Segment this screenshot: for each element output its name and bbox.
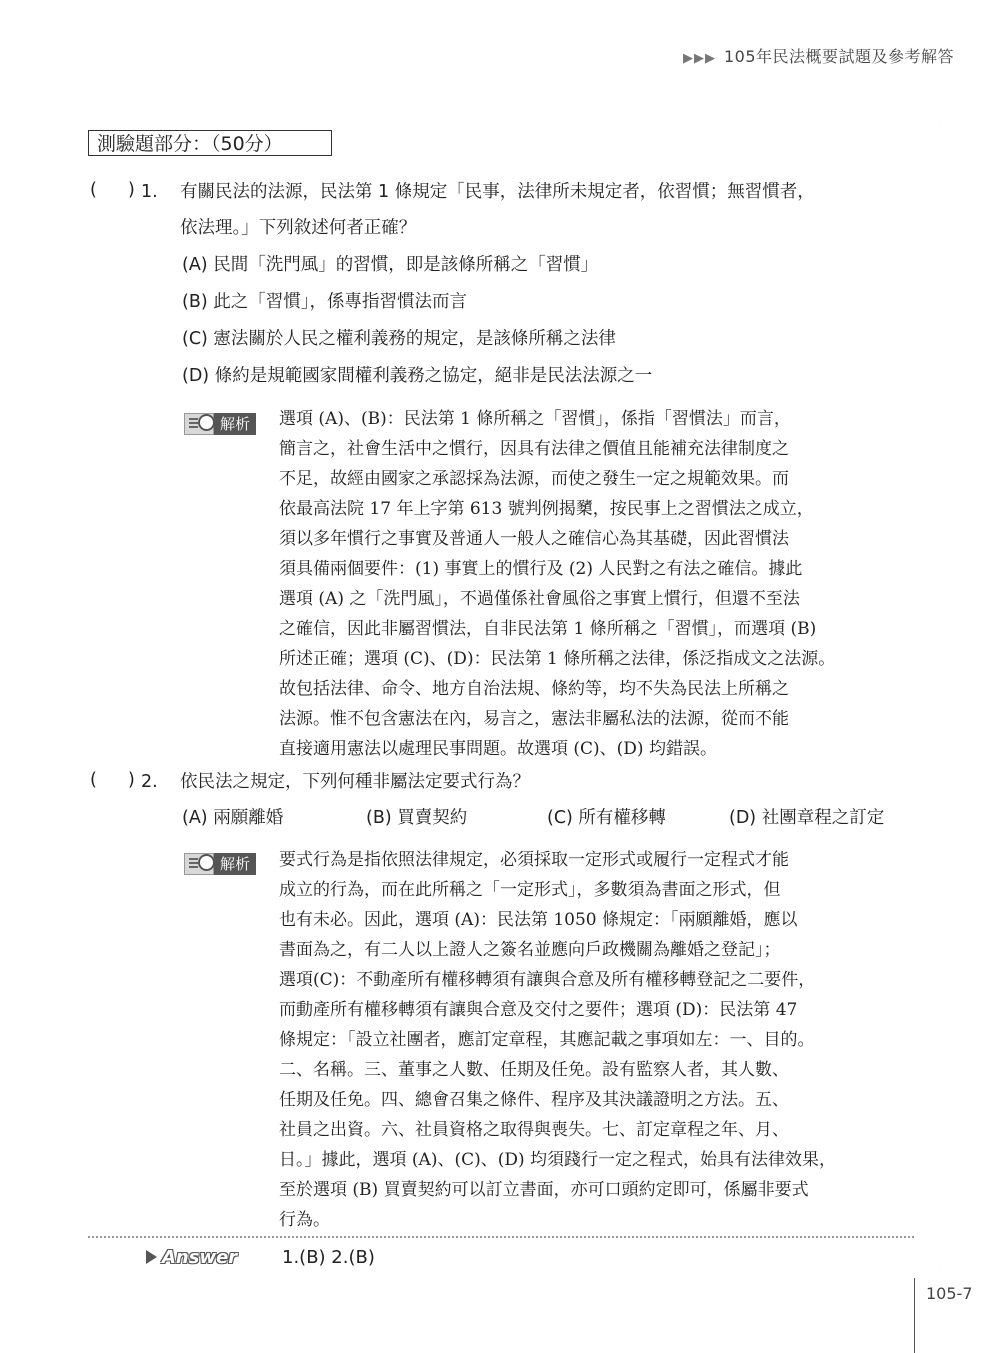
answer-label: Answer bbox=[162, 1247, 238, 1268]
explanation-line: 須具備兩個要件：(1) 事實上的慣行及 (2) 人民對之有法之確信。據此 bbox=[279, 559, 803, 579]
explanation-line: 任期及任免。四、總會召集之條件、程序及其決議證明之方法。五、 bbox=[279, 1090, 789, 1110]
explanation-line: 所述正確；選項 (C)、(D)：民法第 1 條所稱之法律，係泛指成文之法源。 bbox=[279, 649, 836, 669]
question-2-option-a: (A) 兩願離婚 bbox=[182, 808, 284, 828]
explanation-line: 條規定：「設立社團者，應訂定章程，其應記載之事項如左：一、目的。 bbox=[279, 1030, 815, 1050]
question-2-stem: 依民法之規定，下列何種非屬法定要式行為？ bbox=[180, 772, 530, 792]
running-head-arrows: ▶▶▶ bbox=[682, 51, 716, 66]
jiexi-label-1: 解析 bbox=[214, 413, 256, 435]
section-title: 測驗題部分：（50分） bbox=[88, 130, 332, 156]
explanation-line: 日。」據此，選項 (A)、(C)、(D) 均須踐行一定之程式，始具有法律效果， bbox=[279, 1150, 837, 1170]
explanation-line: 選項 (A) 之「洗門風」，不過僅係社會風俗之事實上慣行，但還不至法 bbox=[279, 589, 800, 609]
explanation-line: 至於選項 (B) 買賣契約可以訂立書面，亦可口頭約定即可，係屬非要式 bbox=[279, 1180, 809, 1200]
explanation-line: 簡言之，社會生活中之慣行，因具有法律之價值且能補充法律制度之 bbox=[279, 439, 789, 459]
jiexi-badge-1 bbox=[184, 413, 256, 435]
answer-paren-open-1: ( bbox=[90, 180, 97, 200]
explanation-line: 二、名稱。三、董事之人數、任期及任免。設有監察人者，其人數、 bbox=[279, 1060, 789, 1080]
explanation-line: 法源。惟不包含憲法在內，易言之，憲法非屬私法的法源，從而不能 bbox=[279, 709, 789, 729]
running-head bbox=[683, 44, 954, 67]
question-1-option-a: (A) 民間「洗門風」的習慣，即是該條所稱之「習慣」 bbox=[182, 255, 599, 275]
jiexi-badge-2 bbox=[184, 853, 256, 875]
explanation-line: 不足，故經由國家之承認採為法源，而使之發生一定之規範效果。而 bbox=[279, 469, 789, 489]
explanation-line: 也有未必。因此，選項 (A)：民法第 1050 條規定：「兩願離婚，應以 bbox=[279, 910, 798, 930]
explanation-line: 要式行為是指依照法律規定，必須採取一定形式或履行一定程式才能 bbox=[279, 850, 789, 870]
question-number-1: 1. bbox=[141, 182, 158, 202]
explanation-line: 成立的行為，而在此所稱之「一定形式」，多數須為書面之形式，但 bbox=[279, 880, 781, 900]
explanation-line: 行為。 bbox=[279, 1210, 330, 1230]
answer-paren-open-2: ( bbox=[90, 770, 97, 790]
answer-values: 1.(B) 2.(B) bbox=[282, 1247, 375, 1268]
answer-paren-close-1: ) bbox=[128, 180, 135, 200]
explanation-1 bbox=[279, 404, 911, 764]
question-1-option-b: (B) 此之「習慣」，係專指習慣法而言 bbox=[182, 292, 467, 312]
question-2-option-b: (B) 買賣契約 bbox=[366, 808, 468, 828]
question-1-option-d: (D) 條約是規範國家間權利義務之協定，絕非是民法法源之一 bbox=[182, 366, 653, 386]
explanation-line: 書面為之，有二人以上證人之簽名並應向戶政機關為離婚之登記」； bbox=[279, 940, 781, 960]
question-number-2: 2. bbox=[141, 772, 158, 792]
explanation-line: 選項 (A)、(B)：民法第 1 條所稱之「習慣」，係指「習慣法」而言， bbox=[279, 409, 791, 429]
explanation-line: 而動產所有權移轉須有讓與合意及交付之要件；選項 (D)：民法第 47 bbox=[279, 1000, 798, 1020]
explanation-line: 直接適用憲法以處理民事問題。故選項 (C)、(D) 均錯誤。 bbox=[279, 739, 717, 759]
dotted-divider bbox=[88, 1236, 914, 1238]
page-number: 105-7 bbox=[926, 1284, 973, 1303]
question-1-stem-line2: 依法理。」下列敘述何者正確？ bbox=[180, 218, 417, 238]
question-2-option-c: (C) 所有權移轉 bbox=[547, 808, 666, 828]
explanation-line: 依最高法院 17 年上字第 613 號判例揭櫫，按民事上之習慣法之成立， bbox=[279, 499, 814, 519]
explanation-line: 選項(C)：不動產所有權移轉須有讓與合意及所有權移轉登記之二要件， bbox=[279, 970, 816, 990]
question-2-option-d: (D) 社團章程之訂定 bbox=[729, 808, 885, 828]
jiexi-label-2: 解析 bbox=[214, 853, 256, 875]
explanation-2 bbox=[279, 845, 911, 1235]
magnifier-icon bbox=[198, 414, 215, 431]
magnifier-icon bbox=[198, 854, 215, 871]
page-number-rule bbox=[914, 1278, 915, 1353]
question-1-option-c: (C) 憲法關於人民之權利義務的規定，是該條所稱之法律 bbox=[182, 329, 616, 349]
explanation-line: 須以多年慣行之事實及普通人一般人之確信心為其基礎，因此習慣法 bbox=[279, 529, 789, 549]
explanation-line: 之確信，因此非屬習慣法，自非民法第 1 條所稱之「習慣」，而選項 (B) bbox=[279, 619, 817, 639]
play-arrow-icon bbox=[146, 1250, 157, 1264]
question-1-stem-line1: 有關民法的法源，民法第 1 條規定「民事，法律所未規定者，依習慣；無習慣者， bbox=[180, 182, 815, 202]
answer-paren-close-2: ) bbox=[128, 770, 135, 790]
explanation-line: 故包括法律、命令、地方自治法規、條約等，均不失為民法上所稱之 bbox=[279, 679, 789, 699]
explanation-line: 社員之出資。六、社員資格之取得與喪失。七、訂定章程之年、月、 bbox=[279, 1120, 789, 1140]
running-head-title: 105年民法概要試題及參考解答 bbox=[723, 47, 954, 66]
question-2-options bbox=[182, 806, 910, 830]
